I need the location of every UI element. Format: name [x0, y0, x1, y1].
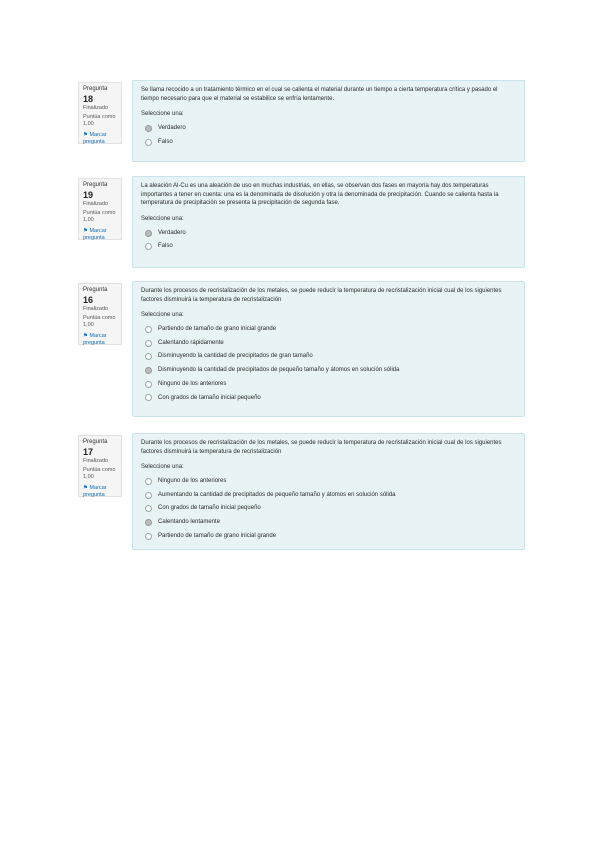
- flag-question-link[interactable]: ⚑ Marcar pregunta: [83, 332, 107, 346]
- answer-option[interactable]: Disminuyendo la cantidad de precipitados de gran tamaño: [145, 352, 516, 361]
- question-text: Durante los procesos de recristalización de los metales, se puede reducir la temperatura de recristalización inicial cual de los siguientes factores disminuirá la temperatura de recristalización: [141, 440, 502, 455]
- question-score: Puntúa como 1,00: [83, 466, 116, 480]
- flag-icon: ⚑: [83, 332, 88, 339]
- question-status: Finalizado: [83, 458, 109, 464]
- radio-button[interactable]: [145, 381, 152, 388]
- answer-option[interactable]: Con grados de tamaño inicial pequeño: [145, 394, 516, 403]
- question-text: Se llama recocido a un tratamiento térmico en el cual se calienta el material durante un tiempo a cierta temperatura crítica y pasado el tiempo necesario para que el material se estabilice se enfría lentamente.: [141, 87, 498, 102]
- flag-question-link[interactable]: ⚑ Marcar pregunta: [83, 227, 107, 241]
- answer-option[interactable]: Aumentando la cantidad de precipitados de pequeño tamaño y átomos en solución sólida: [145, 491, 516, 500]
- question-number: Pregunta 18: [83, 86, 108, 104]
- question-status: Finalizado: [83, 201, 109, 207]
- answer-option[interactable]: Partiendo de tamaño de grano inicial grande: [145, 532, 516, 541]
- radio-button[interactable]: [145, 478, 152, 485]
- radio-button[interactable]: [145, 367, 152, 374]
- select-prompt: Seleccione una:: [141, 464, 184, 471]
- select-prompt: Seleccione una:: [141, 312, 184, 319]
- flag-icon: ⚑: [83, 227, 88, 234]
- radio-button[interactable]: [145, 139, 152, 146]
- question-info: [78, 435, 122, 497]
- answer-option[interactable]: Partiendo de tamaño de grano inicial grande: [145, 325, 516, 334]
- question-score: Puntúa como 1,00: [83, 113, 116, 127]
- answer-option[interactable]: Calentando lentamente: [145, 518, 516, 527]
- radio-button[interactable]: [145, 326, 152, 333]
- flag-question-link[interactable]: ⚑ Marcar pregunta: [83, 484, 107, 498]
- question-content: [132, 433, 525, 550]
- question-number: Pregunta 16: [83, 287, 108, 305]
- answer-option[interactable]: Verdadero: [145, 124, 516, 133]
- radio-button[interactable]: [145, 533, 152, 540]
- radio-button[interactable]: [145, 519, 152, 526]
- question-number: Pregunta 19: [83, 182, 108, 200]
- flag-question-link[interactable]: ⚑ Marcar pregunta: [83, 131, 107, 145]
- answer-option[interactable]: Ninguno de los anteriores: [145, 380, 516, 389]
- answer-option[interactable]: Calentando rápidamente: [145, 339, 516, 348]
- answer-option[interactable]: Disminuyendo la cantidad de precipitados de pequeño tamaño y átomos en solución sólida: [145, 366, 516, 375]
- radio-button[interactable]: [145, 340, 152, 347]
- answer-option[interactable]: Verdadero: [145, 229, 516, 238]
- radio-button[interactable]: [145, 394, 152, 401]
- flag-icon: ⚑: [83, 131, 88, 138]
- question-text: Durante los procesos de recristalización de los metales, se puede reducir la temperatura de recristalización inicial cual de los siguientes factores disminuirá la temperatura de recristalización: [141, 288, 502, 303]
- question-status: Finalizado: [83, 105, 109, 111]
- select-prompt: Seleccione una:: [141, 216, 184, 223]
- radio-button[interactable]: [145, 505, 152, 512]
- radio-button[interactable]: [145, 353, 152, 360]
- question-info: [78, 82, 122, 144]
- question-score: Puntúa como 1,00: [83, 314, 116, 328]
- answer-option[interactable]: Ninguno de los anteriores: [145, 477, 516, 486]
- answer-option[interactable]: Falso: [145, 242, 516, 251]
- select-prompt: Seleccione una:: [141, 111, 184, 118]
- radio-button[interactable]: [145, 492, 152, 499]
- answer-option[interactable]: Falso: [145, 138, 516, 147]
- answer-option[interactable]: Con grados de tamaño inicial pequeño: [145, 504, 516, 513]
- question-content: [132, 80, 525, 162]
- question-number: Pregunta 17: [83, 439, 108, 457]
- question-score: Puntúa como 1,00: [83, 209, 116, 223]
- question-content: [132, 281, 525, 417]
- radio-button[interactable]: [145, 230, 152, 237]
- question-info: [78, 178, 122, 240]
- flag-icon: ⚑: [83, 484, 88, 491]
- radio-button[interactable]: [145, 243, 152, 250]
- question-info: [78, 283, 122, 345]
- question-text: La aleación Al-Cu es una aleación de uso en muchas industrias, en ellas, se observan dos fases en mayoría hay dos temperaturas importantes a tener en cuenta: una es la denominada de disolución y otra la denominada de precipitación. Cuando se calienta hasta la temperatura de precipitación se presenta la precipitación de segunda fase.: [141, 183, 499, 207]
- radio-button[interactable]: [145, 125, 152, 132]
- question-status: Finalizado: [83, 306, 109, 312]
- question-content: [132, 176, 525, 268]
